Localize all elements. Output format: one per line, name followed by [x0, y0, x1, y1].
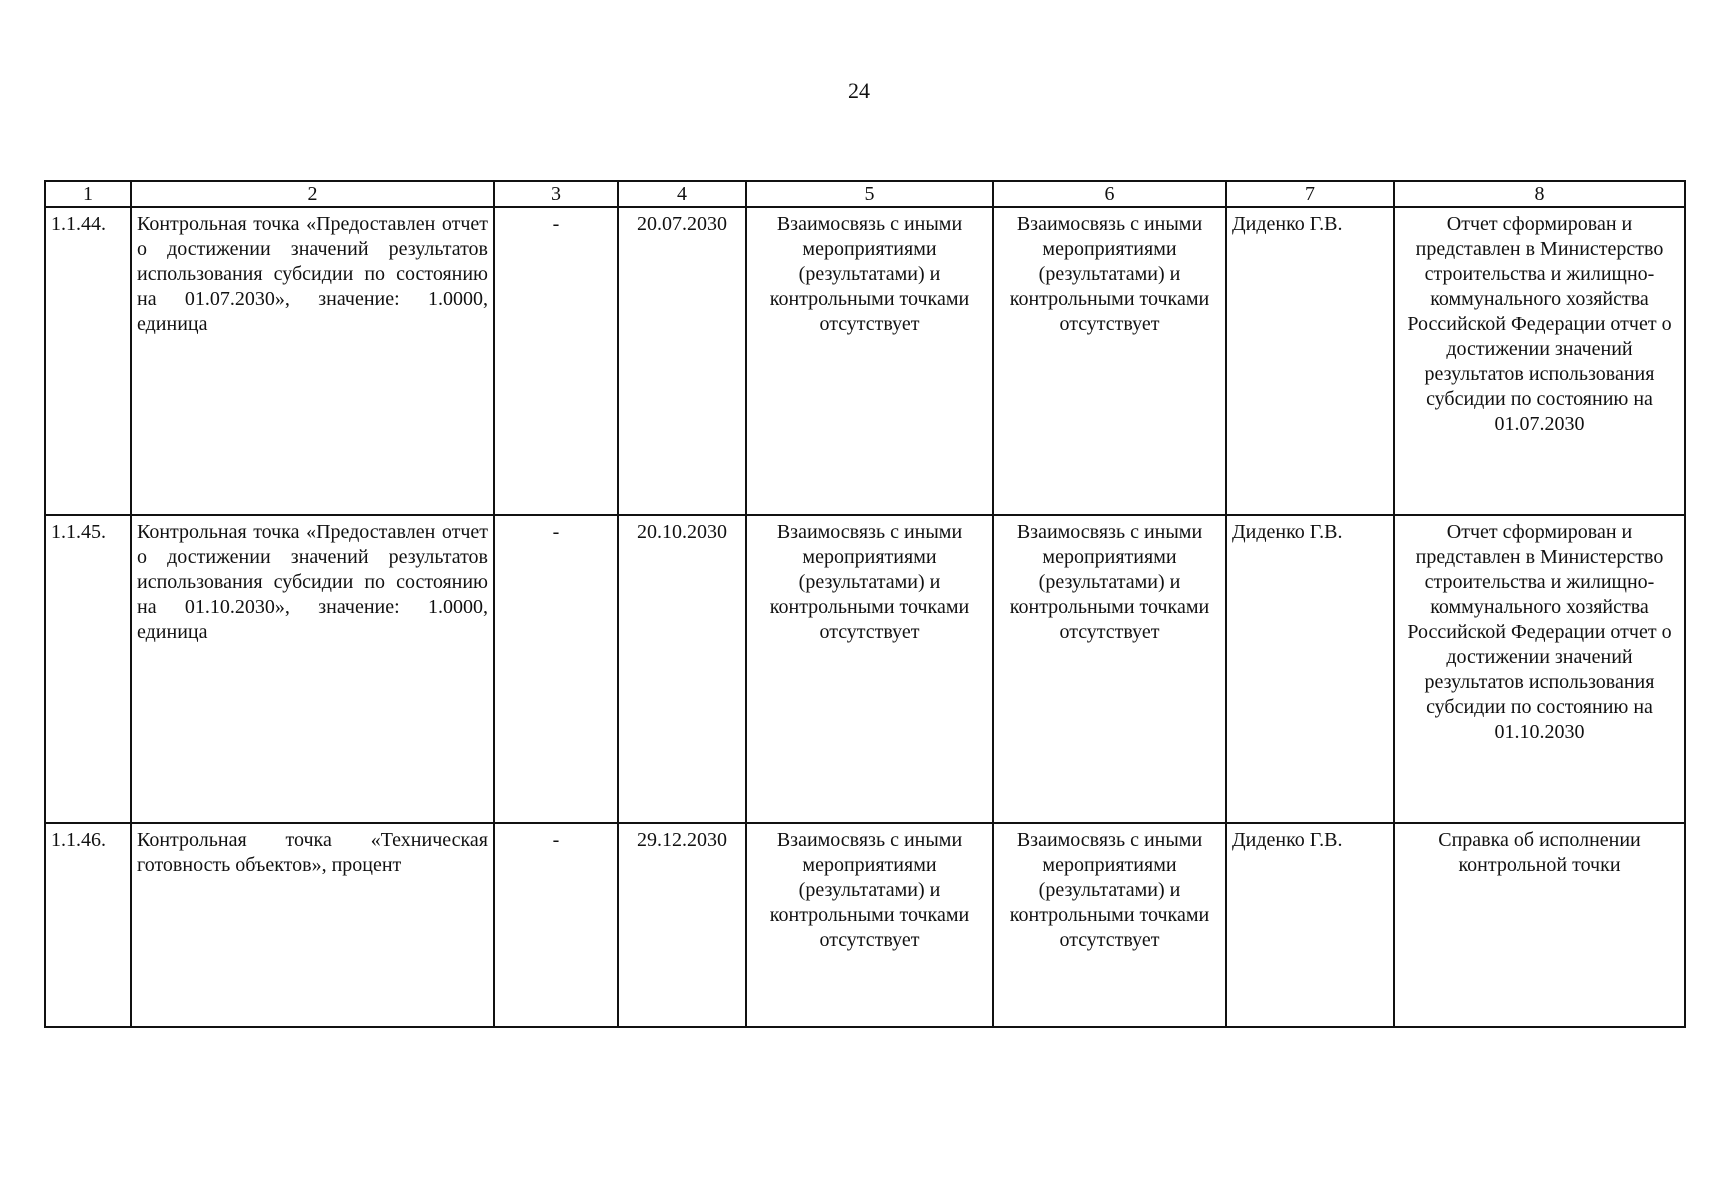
control-point-name: Контрольная точка «Предоставлен отчет о достижении значений результатов использования субсидии по состоянию на 01.10.2030», значение: 1.0000, единица	[131, 515, 494, 823]
result-description: Отчет сформирован и представлен в Министерство строительства и жилищно-коммунального хозяйства Российской Федерации отчет о достижении значений результатов использования субсидии по состоянию на 01.07.2030	[1394, 207, 1685, 515]
row-number: 1.1.46.	[45, 823, 131, 1027]
column-header-8: 8	[1394, 181, 1685, 207]
responsible-person: Диденко Г.В.	[1226, 515, 1394, 823]
page-number: 24	[848, 78, 870, 103]
table-row	[45, 515, 1685, 823]
due-date: 29.12.2030	[618, 823, 746, 1027]
predecessor-cell: -	[494, 823, 618, 1027]
control-points-table	[44, 180, 1686, 1028]
relation-cell: Взаимосвязь с иными мероприятиями (результатами) и контрольными точками отсутствует	[993, 515, 1226, 823]
header-row	[45, 181, 1685, 207]
column-header-6: 6	[993, 181, 1226, 207]
control-point-name: Контрольная точка «Предоставлен отчет о достижении значений результатов использования субсидии по состоянию на 01.07.2030», значение: 1.0000, единица	[131, 207, 494, 515]
relation-cell: Взаимосвязь с иными мероприятиями (результатами) и контрольными точками отсутствует	[993, 823, 1226, 1027]
control-point-name: Контрольная точка «Техническая готовность объектов», процент	[131, 823, 494, 1027]
column-header-3: 3	[494, 181, 618, 207]
relation-cell: Взаимосвязь с иными мероприятиями (результатами) и контрольными точками отсутствует	[746, 515, 993, 823]
relation-cell: Взаимосвязь с иными мероприятиями (результатами) и контрольными точками отсутствует	[993, 207, 1226, 515]
row-number: 1.1.45.	[45, 515, 131, 823]
column-header-7: 7	[1226, 181, 1394, 207]
predecessor-cell: -	[494, 515, 618, 823]
row-number: 1.1.44.	[45, 207, 131, 515]
column-header-4: 4	[618, 181, 746, 207]
table-row	[45, 823, 1685, 1027]
result-description: Справка об исполнении контрольной точки	[1394, 823, 1685, 1027]
relation-cell: Взаимосвязь с иными мероприятиями (результатами) и контрольными точками отсутствует	[746, 207, 993, 515]
responsible-person: Диденко Г.В.	[1226, 207, 1394, 515]
column-header-1: 1	[45, 181, 131, 207]
column-header-5: 5	[746, 181, 993, 207]
due-date: 20.10.2030	[618, 515, 746, 823]
column-header-2: 2	[131, 181, 494, 207]
due-date: 20.07.2030	[618, 207, 746, 515]
result-description: Отчет сформирован и представлен в Министерство строительства и жилищно-коммунального хозяйства Российской Федерации отчет о достижении значений результатов использования субсидии по состоянию на 01.10.2030	[1394, 515, 1685, 823]
predecessor-cell: -	[494, 207, 618, 515]
responsible-person: Диденко Г.В.	[1226, 823, 1394, 1027]
table-row	[45, 207, 1685, 515]
relation-cell: Взаимосвязь с иными мероприятиями (результатами) и контрольными точками отсутствует	[746, 823, 993, 1027]
